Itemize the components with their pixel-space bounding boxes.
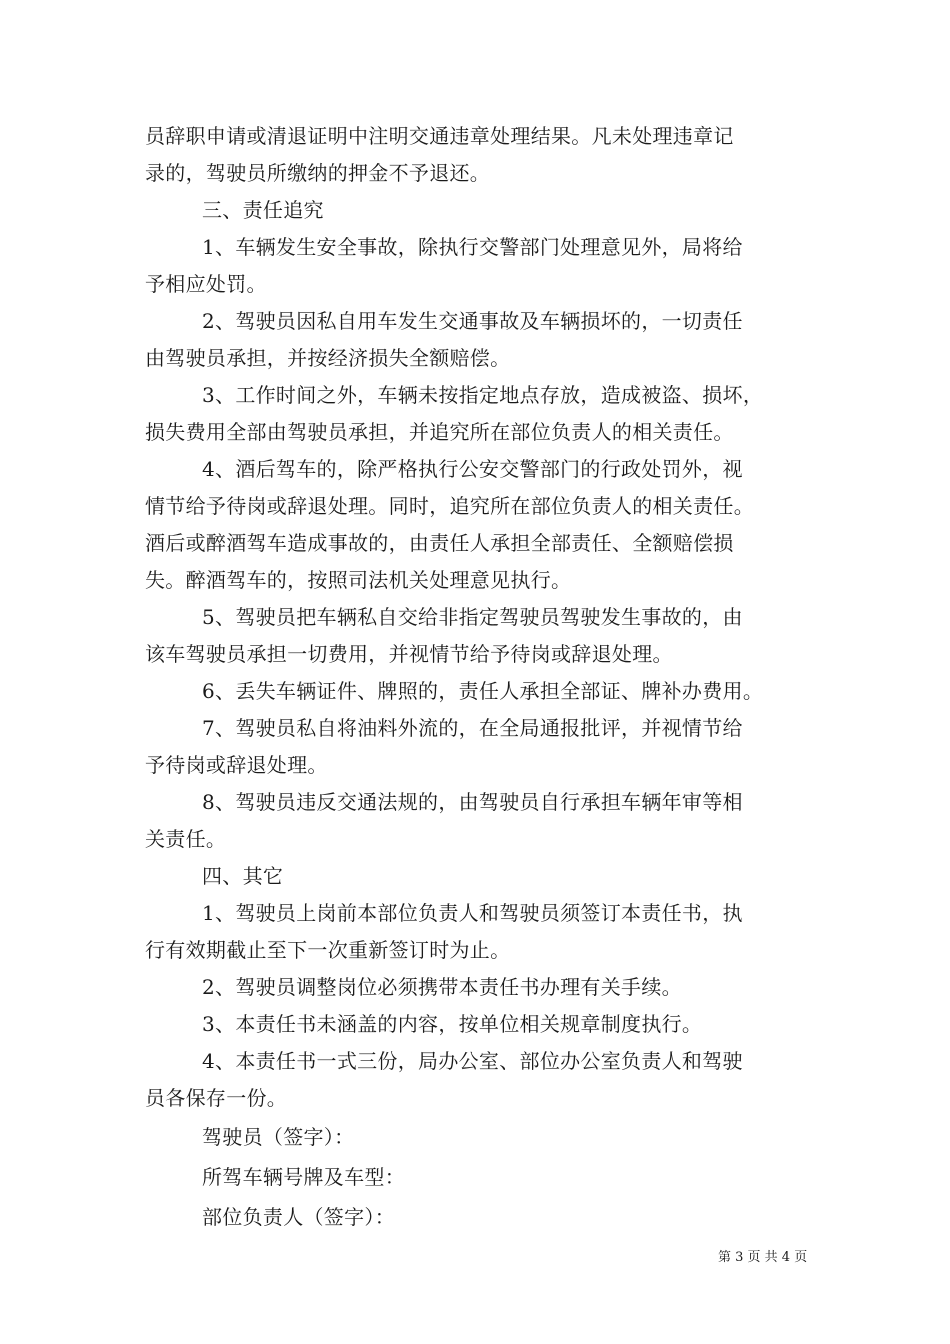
- paragraph-line: 1、驾驶员上岗前本部位负责人和驾驶员须签订本责任书，执: [202, 901, 743, 925]
- paragraph-line: 2、驾驶员因私自用车发生交通事故及车辆损坏的，一切责任: [202, 309, 743, 333]
- page-number: 第 3 页 共 4 页: [718, 1250, 808, 1265]
- paragraph-line: 该车驾驶员承担一切费用，并视情节给予待岗或辞退处理。: [145, 642, 673, 666]
- paragraph-line: 由驾驶员承担，并按经济损失全额赔偿。: [145, 346, 511, 370]
- paragraph-line: 8、驾驶员违反交通法规的，由驾驶员自行承担车辆年审等相: [202, 790, 743, 814]
- paragraph-line: 员各保存一份。: [145, 1086, 288, 1110]
- paragraph-line: 4、酒后驾车的，除严格执行公安交警部门的行政处罚外，视: [202, 457, 743, 481]
- paragraph-line: 行有效期截止至下一次重新签订时为止。: [145, 938, 511, 962]
- paragraph-line: 2、驾驶员调整岗位必须携带本责任书办理有关手续。: [202, 975, 682, 999]
- paragraph-line: 6、丢失车辆证件、牌照的，责任人承担全部证、牌补办费用。: [202, 679, 764, 703]
- section-heading-other: 四、其它: [202, 864, 284, 888]
- paragraph-line: 4、本责任书一式三份，局办公室、部位办公室负责人和驾驶: [202, 1049, 743, 1073]
- paragraph-line: 情节给予待岗或辞退处理。同时，追究所在部位负责人的相关责任。: [145, 494, 754, 518]
- paragraph-line: 失。醉酒驾车的，按照司法机关处理意见执行。: [145, 568, 572, 592]
- paragraph-line: 7、驾驶员私自将油料外流的，在全局通报批评，并视情节给: [202, 716, 743, 740]
- signature-driver: 驾驶员（签字）：: [202, 1125, 355, 1149]
- document-body: [145, 118, 810, 1237]
- signature-vehicle-plate: 所驾车辆号牌及车型：: [202, 1165, 405, 1189]
- paragraph-line: 3、工作时间之外，车辆未按指定地点存放，造成被盗、损坏，: [202, 383, 764, 407]
- section-heading-responsibility: 三、责任追究: [202, 198, 324, 222]
- paragraph-line: 员辞职申请或清退证明中注明交通违章处理结果。凡未处理违章记: [145, 124, 734, 148]
- paragraph-line: 酒后或醉酒驾车造成事故的，由责任人承担全部责任、全额赔偿损: [145, 531, 734, 555]
- paragraph-line: 1、车辆发生安全事故，除执行交警部门处理意见外，局将给: [202, 235, 743, 259]
- paragraph-line: 关责任。: [145, 827, 227, 851]
- signature-department-head: 部位负责人（签字）：: [202, 1205, 395, 1229]
- paragraph-line: 损失费用全部由驾驶员承担，并追究所在部位负责人的相关责任。: [145, 420, 734, 444]
- paragraph-line: 予待岗或辞退处理。: [145, 753, 328, 777]
- paragraph-line: 予相应处罚。: [145, 272, 267, 296]
- paragraph-line: 5、驾驶员把车辆私自交给非指定驾驶员驾驶发生事故的，由: [202, 605, 743, 629]
- paragraph-line: 录的，驾驶员所缴纳的押金不予退还。: [145, 161, 491, 185]
- paragraph-line: 3、本责任书未涵盖的内容，按单位相关规章制度执行。: [202, 1012, 703, 1036]
